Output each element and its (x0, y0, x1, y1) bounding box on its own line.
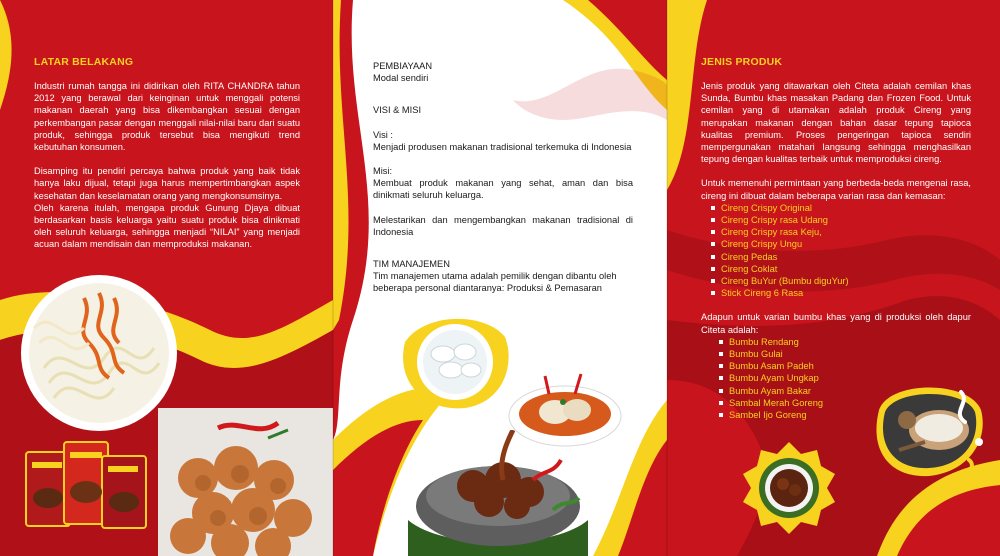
misi-label: Misi: (373, 166, 393, 177)
cireng-variant-list (701, 202, 971, 300)
product-packs-image (22, 438, 152, 534)
tim-manajemen-heading: TIM MANAJEMEN (373, 259, 450, 270)
latar-paragraph-1: Industri rumah tangga ini didirikan oleh RITA CHANDRA tahun 2012 yang berawal dari keinginan untuk menggali potensi makanan daerah yang bisa dikembangkan sesuai dengan perkembangan pasar dengan menggali nilai-nilai baru dari suatu produk, sehingga produk tersebut bisa mengikuti trend kebutuhan konsumen. (34, 81, 300, 153)
list-item: Cireng Crispy rasa Udang (721, 214, 971, 226)
latar-belakang-body (34, 80, 300, 251)
jenis-produk-body (701, 80, 971, 421)
misi-text-2: Melestarikan dan mengembangkan makanan tradisional di Indonesia (373, 214, 633, 237)
visi-misi-heading: VISI & MISI (373, 105, 422, 116)
latar-paragraph-2: Disamping itu pendiri percaya bahwa produk yang baik tidak hanya laku dijual, tetapi juga harus mempertimbangkan aspek kesehatan dan keselamatan orang yang mengkonsumsinya. (34, 166, 300, 201)
visi-label: Visi : (373, 129, 393, 140)
panel-visi-misi (333, 0, 667, 556)
list-item: Cireng Crispy rasa Keju, (721, 226, 971, 238)
list-item: Cireng Coklat (721, 263, 971, 275)
list-item: Cireng Crispy Original (721, 202, 971, 214)
list-item: Bumbu Rendang (729, 336, 971, 348)
panel-jenis-produk (667, 0, 1000, 556)
middle-text-block (373, 60, 633, 295)
list-item: Bumbu Gulai (729, 348, 971, 360)
cireng-plate-image (395, 312, 513, 412)
fold-line (332, 0, 334, 556)
latar-belakang-heading: LATAR BELAKANG (34, 56, 134, 68)
decorative-squiggle-icon (951, 382, 991, 482)
tim-manajemen-text: Tim manajemen utama adalah pemilik dengan dibantu oleh beberapa personal diantaranya: Produksi & Pemasaran (373, 271, 617, 294)
list-item: Stick Cireng 6 Rasa (721, 287, 971, 299)
fold-line (666, 0, 668, 556)
list-item: Cireng BuYur (Bumbu diguYur) (721, 275, 971, 287)
pembiayaan-heading: PEMBIAYAAN (373, 61, 433, 71)
latar-paragraph-3: Oleh karena itulah, mengapa produk Gunung Djaya dibuat berdasarkan basis keluarga yaitu suatu produk bisa dinikmati oleh seluruh keluarga, sehingga menjadi “NILAI” yang menjadi acuan dalam mendisain dan memproduksi makanan. (34, 202, 300, 250)
jenis-produk-intro: Jenis produk yang ditawarkan oleh Citeta adalah cemilan khas Sunda, Bumbu khas masakan Padang dan Frozen Food. Untuk cemilan yang di utamakan adalah produk Cireng yang merupakan makanan dengan bahan dasar tepung tapioca kualitas premium. Proses pengeringan tapioca sendiri mempergunakan matahari langsung sehingga menghasilkan tepung dengan kualitas terbaik untuk memproduksi cireng. (701, 81, 971, 165)
varian-intro: Untuk memenuhi permintaan yang berbeda-beda mengenai rasa, cireng ini dibuat dalam beberapa varian rasa dan kemasan: (701, 178, 971, 201)
list-item: Bumbu Asam Padeh (729, 360, 971, 372)
pembiayaan-text: Modal sendiri (373, 73, 429, 84)
misi-text-1: Membuat produk makanan yang sehat, aman dan bisa dinikmati seluruh keluarga. (373, 178, 633, 201)
jenis-produk-heading: JENIS PRODUK (701, 56, 783, 68)
list-item: Cireng Pedas (721, 251, 971, 263)
rendang-bowl-image (741, 440, 837, 536)
list-item: Sambel Ijo Goreng (729, 409, 971, 421)
list-item: Sambal Merah Goreng (729, 397, 971, 409)
list-item: Cireng Crispy Ungu (721, 238, 971, 250)
rendang-dish-image (403, 430, 593, 556)
list-item: Bumbu Ayam Ungkap (729, 372, 971, 384)
visi-text: Menjadi produsen makanan tradisional terkemuka di Indonesia (373, 141, 632, 152)
list-item: Bumbu Ayam Bakar (729, 385, 971, 397)
panel-latar-belakang (0, 0, 333, 556)
fried-balls-image (158, 408, 333, 556)
bumbu-intro: Adapun untuk varian bumbu khas yang di produksi oleh dapur Citeta adalah: (701, 312, 971, 335)
